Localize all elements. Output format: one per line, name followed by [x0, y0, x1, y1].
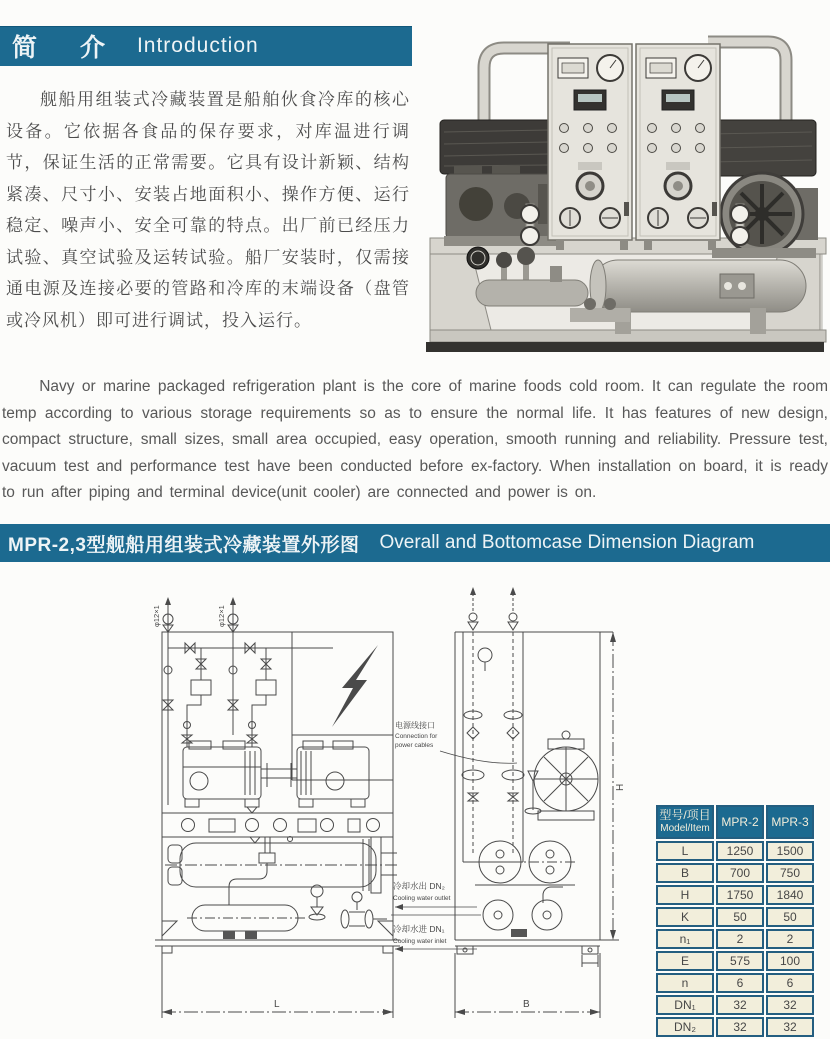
spec-row-label: n₁ — [656, 929, 714, 949]
spec-header-row — [656, 805, 814, 839]
spec-value: 700 — [716, 863, 764, 883]
diagram-title-en: Overall and Bottomcase Dimension Diagram — [379, 532, 755, 553]
dim-H-label: H — [615, 783, 626, 791]
dimension-H — [600, 632, 626, 940]
spec-row-DN2 — [656, 1017, 814, 1037]
intro-title-en: Introduction — [136, 34, 259, 57]
side-end-circles — [475, 841, 575, 937]
spec-value: 6 — [766, 973, 814, 993]
product-photo — [420, 8, 830, 360]
spec-row-n1 — [656, 929, 814, 949]
spec-row-E — [656, 951, 814, 971]
spec-header-item — [656, 805, 714, 839]
intro-paragraph-cn: 舰船用组装式冷藏装置是船舶伙食冷库的核心设备。它依据各食品的保存要求，对库温进行调节，保证生活的正常需要。它具有设计新颖、结构紧凑、尺寸小、安装占地面积小、操作方便、运行稳定、噪声小、安全可靠的特点。出厂前已经压力试验、真空试验及运转试验。船厂安装时，仅需接通电源及连接必要的管路和冷库的末端设备（盘管或冷风机）即可进行调试，投入运行。 — [6, 90, 410, 330]
spec-value: 50 — [766, 907, 814, 927]
spec-value: 1750 — [716, 885, 764, 905]
power-label-cn: 电源线接口 — [395, 721, 435, 730]
spec-value: 32 — [766, 1017, 814, 1037]
dim-L-label: L — [274, 999, 280, 1010]
spec-value: 575 — [716, 951, 764, 971]
spec-header-mpr3: MPR-3 — [766, 805, 814, 839]
water-inlet-cn: 冷却水进 DN₁ — [393, 924, 445, 934]
spec-value: 32 — [716, 995, 764, 1015]
power-label-en-1: Connection for — [395, 733, 438, 740]
spec-row-K — [656, 907, 814, 927]
spec-row-label: n — [656, 973, 714, 993]
spec-header-item-en: Model/Item — [660, 823, 710, 834]
spec-value: 6 — [716, 973, 764, 993]
spec-row-DN1 — [656, 995, 814, 1015]
diagram-header-bar — [0, 524, 830, 562]
dimension-diagram — [95, 575, 655, 1033]
photo-top-pipes — [484, 42, 786, 120]
photo-left-compressor — [440, 120, 562, 246]
side-view — [455, 587, 613, 967]
spec-row-H — [656, 885, 814, 905]
water-outlet-cn: 冷却水出 DN₂ — [393, 881, 445, 891]
spec-value: 750 — [766, 863, 814, 883]
condenser — [165, 837, 400, 894]
spec-row-label: H — [656, 885, 714, 905]
front-compressors — [183, 741, 369, 807]
spec-row-label: K — [656, 907, 714, 927]
spec-table — [654, 803, 816, 1039]
spec-row-label: DN₁ — [656, 995, 714, 1015]
water-inlet-en: Cooling water inlet — [393, 938, 447, 945]
pipe-size-label-2: φ12×1 — [217, 605, 226, 627]
dimension-L — [162, 953, 393, 1018]
power-label-en-2: power cables — [395, 742, 434, 749]
diagram-title-cn: MPR-2,3型舰船用组装式冷藏装置外形图 — [8, 534, 360, 556]
spec-header-mpr2: MPR-2 — [716, 805, 764, 839]
spec-row-label: B — [656, 863, 714, 883]
spec-value: 50 — [716, 907, 764, 927]
intro-header-bar — [0, 26, 412, 66]
photo-control-panels — [548, 44, 720, 250]
dim-B-label: B — [523, 999, 530, 1010]
front-view — [155, 597, 400, 953]
intro-title-cn: 简 介 — [12, 34, 123, 62]
receiver — [187, 837, 387, 939]
power-connection-label — [395, 720, 517, 763]
spec-row-label: L — [656, 841, 714, 861]
spec-row-n — [656, 973, 814, 993]
spec-value: 2 — [766, 929, 814, 949]
dimension-B — [455, 953, 600, 1018]
spec-value: 100 — [766, 951, 814, 971]
photo-right-compressor — [704, 120, 818, 258]
spec-value: 1500 — [766, 841, 814, 861]
lightning-bolt-icon — [332, 645, 378, 727]
spec-row-label: DN₂ — [656, 1017, 714, 1037]
spec-value: 2 — [716, 929, 764, 949]
pipe-size-label-1: φ12×1 — [152, 605, 161, 627]
spec-value: 32 — [766, 995, 814, 1015]
water-outlet-en: Cooling water outlet — [393, 895, 451, 902]
spec-value: 32 — [716, 1017, 764, 1037]
spec-header-item-cn: 型号/项目 — [659, 808, 711, 822]
spec-row-label: E — [656, 951, 714, 971]
spec-value: 1840 — [766, 885, 814, 905]
cooling-water-labels — [391, 881, 481, 952]
intro-paragraph-en: Navy or marine packaged refrigeration plant is the core of marine foods cold room. It can regulate the room temp according to various storage requirements so as to ensure the normal life. It has features of new design, compact structure, small sizes, small area occupied, easy operation, smooth running and reliability. Pressure test, vacuum test and performance test have been conducted before ex-factory. When installation on board, it is ready to run after piping and terminal device(unit cooler) are connected and power is on. — [2, 378, 828, 501]
side-compressor — [534, 731, 598, 820]
gauge-panel — [162, 807, 393, 837]
spec-row-L — [656, 841, 814, 861]
spec-value: 1250 — [716, 841, 764, 861]
spec-row-B — [656, 863, 814, 883]
